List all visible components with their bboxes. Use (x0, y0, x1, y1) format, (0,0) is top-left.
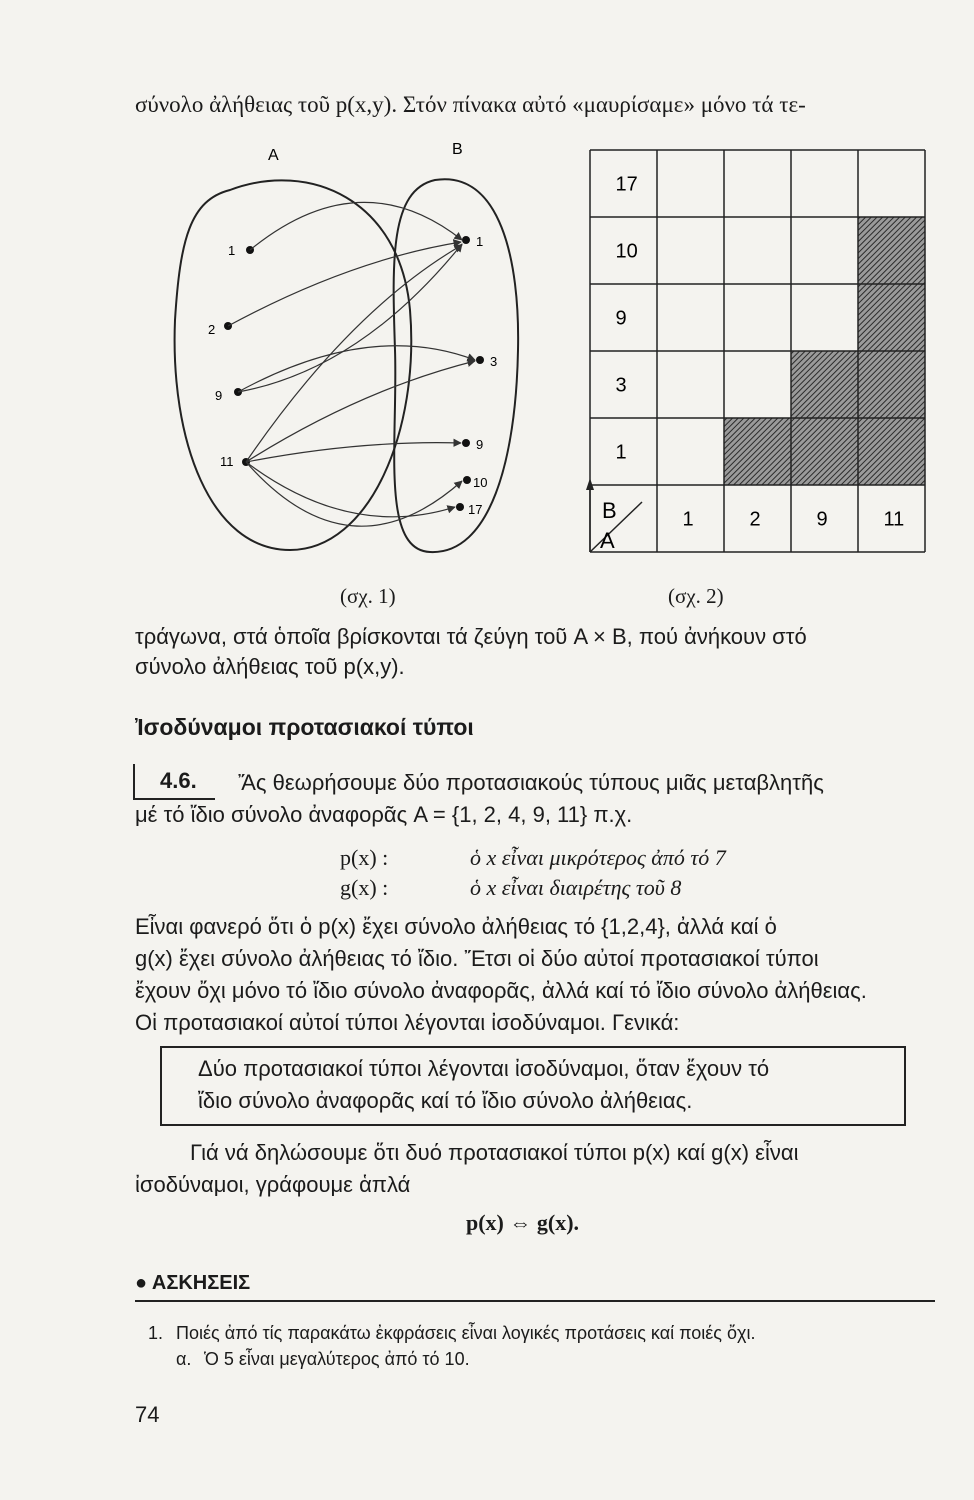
para-equivalence-1: Εἶναι φανερό ὅτι ὁ p(x) ἔχει σύνολο ἀλήθειας τό {1,2,4}, ἀλλά καί ὁ (135, 914, 777, 939)
formula-p-lhs: p(x) : (340, 845, 389, 870)
para-equivalence-3: ἔχουν ὄχι μόνο τό ἴδιο σύνολο ἀναφορᾶς, ἀλλά καί τό ἴδιο σύνολο ἀλήθειας. (135, 978, 867, 1003)
col-label: 11 (883, 508, 905, 531)
row-label: 9 (615, 307, 627, 330)
a-element-1: 1 (228, 243, 236, 258)
shaded-cell (858, 418, 925, 485)
formula-g-rhs-text: ὁ x εἶναι διαιρέτης τοῦ 8 (470, 875, 682, 900)
para-notation-2: ἰσοδύναμοι, γράφουμε ἁπλά (135, 1172, 411, 1197)
row-label: 1 (615, 441, 627, 464)
a-element-3: 9 (215, 388, 223, 403)
mapping-arrows (228, 202, 475, 526)
definition-line-1: Δύο προτασιακοί τύποι λέγονται ἰσοδύναμοι, ὅταν ἔχουν τό (198, 1056, 770, 1081)
formula-p-rhs-text: ὁ x εἶναι μικρότερος ἀπό τό 7 (470, 845, 726, 870)
exercise-a-text: Ὁ 5 εἶναι μεγαλύτερος ἀπό τό 10. (204, 1349, 470, 1369)
para-equivalence-4: Οἱ προτασιακοί αὐτοί τύποι λέγονται ἰσοδύναμοι. Γενικά: (135, 1010, 680, 1035)
para-after-figs-1: τράγωνα, στά ὁποῖα βρίσκονται τά ζεύγη τοῦ A × B, πού ἀνήκουν στό (135, 624, 807, 649)
b-element-2: 3 (490, 354, 498, 369)
definition-line-2: ἴδιο σύνολο ἀναφορᾶς καί τό ἴδιο σύνολο ἀλήθειας. (198, 1088, 693, 1113)
set-a-oval (175, 180, 412, 550)
section-intro-1: Ἄς θεωρήσουμε δύο προτασιακούς τύπους μιᾶς μεταβλητῆς (238, 770, 824, 795)
b-element-1: 1 (476, 234, 484, 249)
row-label: 3 (615, 374, 627, 397)
b-element-5: 17 (468, 502, 483, 517)
para-equivalence-2: g(x) ἔχει σύνολο ἀλήθειας τό ἴδιο. Ἔτσι οἱ δύο αὐτοί προτασιακοί τύποι (135, 946, 819, 971)
para-after-figs-2: σύνολο ἀλήθειας τοῦ p(x,y). (135, 654, 405, 679)
shaded-cell (724, 418, 791, 485)
shaded-cell (791, 418, 858, 485)
figure-2-caption: (σχ. 2) (668, 584, 724, 608)
shaded-cell (791, 351, 858, 418)
axis-b-label: B (602, 498, 617, 523)
intro-line: σύνολο ἀλήθειας τοῦ p(x,y). Στόν πίνακα αὐτό «μαυρίσαμε» μόνο τά τε- (135, 92, 806, 117)
col-label: 1 (682, 508, 694, 531)
page-number: 74 (135, 1402, 160, 1427)
section-intro-2: μέ τό ἴδιο σύνολο ἀναφορᾶς A = {1, 2, 4, 9, 11} π.χ. (135, 802, 633, 827)
formula-g-lhs: g(x) : (340, 875, 389, 900)
section-title: Ἰσοδύναμοι προτασιακοί τύποι (135, 714, 474, 740)
para-notation-1: Γιά νά δηλώσουμε ὅτι δυό προτασιακοί τύποι p(x) καί g(x) εἶναι (190, 1140, 799, 1165)
exercise-a-number: α. (176, 1349, 192, 1369)
row-label: 10 (615, 240, 638, 263)
col-label: 9 (816, 508, 828, 531)
col-label: 2 (749, 508, 761, 531)
figure-1-mapping-diagram (170, 140, 570, 560)
exercises-title: ● ΑΣΚΗΣΕΙΣ (135, 1272, 251, 1294)
exercises-rule (135, 1300, 935, 1302)
formula-p-rhs (470, 845, 726, 871)
b-element-3: 9 (476, 437, 484, 452)
axis-a-label: A (600, 528, 615, 553)
section-number: 4.6. (160, 768, 197, 793)
b-element-4: 10 (473, 475, 488, 490)
shaded-cell (858, 217, 925, 284)
exercise-1-number: 1. (148, 1323, 164, 1343)
exercise-1-text: Ποιές ἀπό τίς παρακάτω ἐκφράσεις εἶναι λογικές προτάσεις καί ποιές ὄχι. (176, 1323, 756, 1343)
a-element-4: 11 (220, 454, 234, 469)
set-b-label: B (452, 141, 463, 158)
figure-2-product-grid (580, 140, 930, 570)
shaded-cell (858, 351, 925, 418)
a-element-2: 2 (208, 322, 216, 337)
figure-1-caption: (σχ. 1) (340, 584, 396, 608)
row-label: 17 (615, 173, 638, 196)
formula-g-rhs (470, 875, 681, 901)
set-a-label: A (268, 147, 279, 164)
shaded-cell (858, 284, 925, 351)
equivalence-formula: p(x) ⇔ g(x). (466, 1210, 580, 1235)
